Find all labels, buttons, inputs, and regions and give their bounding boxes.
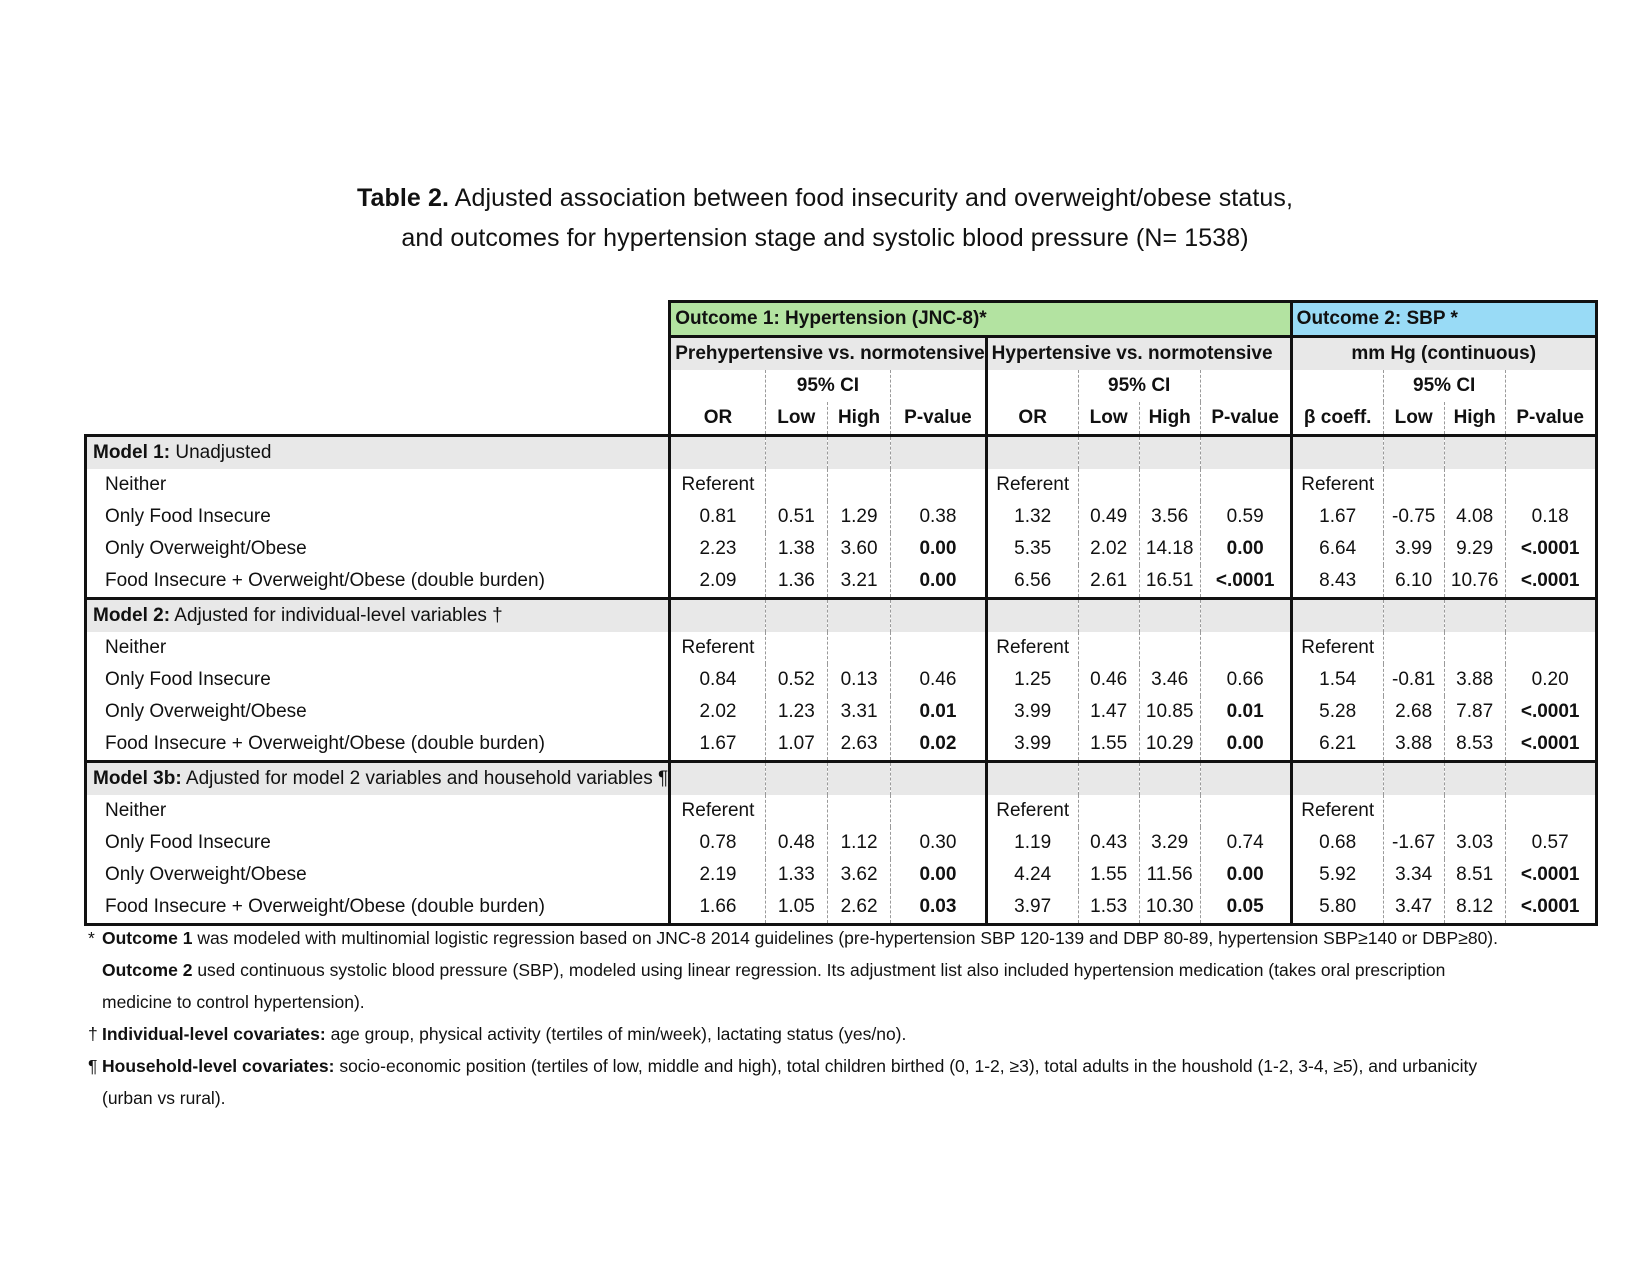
model-label [86, 762, 670, 796]
footnote-text: age group, physical activity (tertiles of min/week), lactating status (yes/no). [325, 1024, 907, 1044]
table-cell [1078, 469, 1139, 501]
table-cell: Referent [1291, 795, 1383, 827]
table-cell: 3.56 [1139, 501, 1200, 533]
table-cell: 1.38 [765, 533, 827, 565]
table-cell: 6.10 [1383, 565, 1444, 599]
p-value-cell: 0.03 [891, 891, 986, 925]
table-cell [827, 795, 890, 827]
model-label-text: Adjusted for individual-level variables † [174, 605, 503, 626]
blank-cell [1200, 436, 1291, 470]
p-value-cell: 0.57 [1505, 827, 1596, 859]
model-label-bold: Model 2: [93, 605, 171, 626]
blank-cell [1139, 436, 1200, 470]
p-value-cell [1200, 469, 1291, 501]
table-cell: 1.32 [986, 501, 1078, 533]
row-label: Only Overweight/Obese [86, 859, 670, 891]
table-cell [827, 632, 890, 664]
table-cell [765, 469, 827, 501]
table-cell: 0.49 [1078, 501, 1139, 533]
footnote [88, 1050, 1508, 1114]
blank-cell [1505, 370, 1596, 402]
table-cell: 3.62 [827, 859, 890, 891]
column-header: Low [1383, 402, 1444, 436]
table-cell: Referent [1291, 469, 1383, 501]
table-cell [1444, 469, 1505, 501]
table-cell: 10.76 [1444, 565, 1505, 599]
table-cell: Referent [986, 795, 1078, 827]
outcome-1-header: Outcome 1: Hypertension (JNC-8)* [670, 302, 1291, 337]
column-header: β coeff. [1291, 402, 1383, 436]
p-value-cell: 0.20 [1505, 664, 1596, 696]
table-cell: 3.88 [1444, 664, 1505, 696]
column-header: High [827, 402, 890, 436]
table-cell: 1.67 [1291, 501, 1383, 533]
blank-cell [1291, 599, 1383, 633]
table-cell: -0.75 [1383, 501, 1444, 533]
table-cell: 3.34 [1383, 859, 1444, 891]
table-cell: 16.51 [1139, 565, 1200, 599]
table-cell: 2.61 [1078, 565, 1139, 599]
ci-header: 95% CI [1078, 370, 1200, 402]
table-cell: Referent [670, 795, 765, 827]
p-value-cell: 0.00 [1200, 533, 1291, 565]
row-label: Food Insecure + Overweight/Obese (double burden) [86, 728, 670, 762]
p-value-cell [1505, 469, 1596, 501]
column-header: OR [670, 402, 765, 436]
table-cell [1139, 469, 1200, 501]
table-cell: 11.56 [1139, 859, 1200, 891]
table-row [86, 795, 1597, 827]
blank-cell [670, 370, 765, 402]
footnote-term: Outcome 1 [102, 928, 193, 948]
column-header: Low [1078, 402, 1139, 436]
table-row [86, 501, 1597, 533]
title-text-1: Adjusted association between food insecurity and overweight/obese status, [454, 184, 1294, 212]
blank-cell [1505, 599, 1596, 633]
outcome-2-header: Outcome 2: SBP * [1291, 302, 1596, 337]
table-cell [1444, 795, 1505, 827]
table-row [86, 533, 1597, 565]
p-value-cell: 0.00 [1200, 728, 1291, 762]
table-cell: 1.47 [1078, 696, 1139, 728]
blank-cell [1444, 762, 1505, 796]
footnote-symbol: * [88, 928, 95, 948]
blank-cell [1444, 436, 1505, 470]
group-header-prehypertensive: Prehypertensive vs. normotensive [670, 337, 986, 371]
title-line-2: and outcomes for hypertension stage and systolic blood pressure (N= 1538) [401, 224, 1249, 252]
column-header: P-value [1200, 402, 1291, 436]
table-cell: -1.67 [1383, 827, 1444, 859]
p-value-cell: 0.00 [891, 565, 986, 599]
table-cell: 1.55 [1078, 859, 1139, 891]
blank-corner [86, 370, 670, 402]
table-cell: 4.08 [1444, 501, 1505, 533]
blank-cell [1505, 762, 1596, 796]
p-value-cell: 0.00 [891, 859, 986, 891]
table-cell [1383, 469, 1444, 501]
footnotes [88, 922, 1508, 1114]
table-cell: 6.56 [986, 565, 1078, 599]
ci-header: 95% CI [1383, 370, 1505, 402]
blank-cell [986, 370, 1078, 402]
row-label: Neither [86, 795, 670, 827]
model-label [86, 436, 670, 470]
table-cell: -0.81 [1383, 664, 1444, 696]
table-cell: 1.19 [986, 827, 1078, 859]
table-cell [765, 795, 827, 827]
footnote-term: Household-level covariates: [102, 1056, 335, 1076]
p-value-cell [891, 795, 986, 827]
p-value-cell: 0.00 [1200, 859, 1291, 891]
table-cell: 3.60 [827, 533, 890, 565]
table-cell: 3.97 [986, 891, 1078, 925]
blank-cell [1383, 762, 1444, 796]
model-header-row [86, 436, 1597, 470]
blank-cell [1291, 762, 1383, 796]
blank-cell [827, 762, 890, 796]
blank-cell [1139, 599, 1200, 633]
p-value-cell [1200, 795, 1291, 827]
table-cell: 3.99 [1383, 533, 1444, 565]
blank-cell [765, 762, 827, 796]
p-value-cell: <.0001 [1505, 859, 1596, 891]
footnote-symbol: ¶ [88, 1056, 98, 1076]
model-label-text: Unadjusted [175, 442, 272, 463]
blank-corner [86, 302, 670, 337]
table-cell: 1.25 [986, 664, 1078, 696]
table-cell: 2.68 [1383, 696, 1444, 728]
table-row [86, 632, 1597, 664]
column-header: OR [986, 402, 1078, 436]
table-cell: 1.12 [827, 827, 890, 859]
blank-cell [986, 599, 1078, 633]
table-cell: 1.23 [765, 696, 827, 728]
blank-cell [670, 762, 765, 796]
column-header: High [1444, 402, 1505, 436]
row-label: Only Food Insecure [86, 501, 670, 533]
table-cell [1139, 795, 1200, 827]
footnote-term: Individual-level covariates: [102, 1024, 326, 1044]
blank-cell [891, 762, 986, 796]
table-cell: 10.29 [1139, 728, 1200, 762]
blank-cell [1200, 762, 1291, 796]
p-value-cell: 0.01 [891, 696, 986, 728]
group-header-hypertensive: Hypertensive vs. normotensive [986, 337, 1291, 371]
model-label-bold: Model 3b: [93, 768, 182, 789]
blank-cell [1200, 370, 1291, 402]
model-label-bold: Model 1: [93, 442, 171, 463]
blank-cell [1383, 436, 1444, 470]
table-cell: 3.88 [1383, 728, 1444, 762]
table-cell: 5.92 [1291, 859, 1383, 891]
table-row [86, 696, 1597, 728]
group-header-mmhg: mm Hg (continuous) [1291, 337, 1596, 371]
ci-header: 95% CI [765, 370, 891, 402]
ci-header-row [86, 370, 1597, 402]
table-cell [1078, 632, 1139, 664]
p-value-cell: <.0001 [1505, 891, 1596, 925]
table-cell: 0.81 [670, 501, 765, 533]
table-cell: 0.13 [827, 664, 890, 696]
p-value-cell [891, 469, 986, 501]
row-label: Food Insecure + Overweight/Obese (double burden) [86, 565, 670, 599]
table-cell: 1.67 [670, 728, 765, 762]
blank-cell [891, 436, 986, 470]
table-cell: 3.46 [1139, 664, 1200, 696]
table-cell: 7.87 [1444, 696, 1505, 728]
group-header-row [86, 337, 1597, 371]
row-label: Food Insecure + Overweight/Obese (double burden) [86, 891, 670, 925]
table-cell: 3.03 [1444, 827, 1505, 859]
p-value-cell: <.0001 [1505, 565, 1596, 599]
table-row [86, 891, 1597, 925]
model-label-text: Adjusted for model 2 variables and household variables ¶ [185, 768, 669, 789]
p-value-cell: 0.05 [1200, 891, 1291, 925]
footnote-text: socio-economic position (tertiles of low, middle and high), total children birthed (0, 1-2, ≥3), total adults in the houshold (1-2, 3-4, ≥5), and urbanicity (urban vs rural). [102, 1056, 1478, 1108]
table-cell: 2.09 [670, 565, 765, 599]
blank-corner [86, 337, 670, 371]
table-cell: 2.63 [827, 728, 890, 762]
table-cell: 1.33 [765, 859, 827, 891]
table-cell: 3.47 [1383, 891, 1444, 925]
table-cell: 0.43 [1078, 827, 1139, 859]
p-value-cell [891, 632, 986, 664]
table-cell: Referent [670, 632, 765, 664]
table-row [86, 664, 1597, 696]
column-header: P-value [1505, 402, 1596, 436]
blank-cell [670, 436, 765, 470]
table-cell: 0.68 [1291, 827, 1383, 859]
results-table [84, 300, 1598, 926]
table-cell: 1.07 [765, 728, 827, 762]
table-cell: Referent [986, 632, 1078, 664]
table-cell: 3.21 [827, 565, 890, 599]
p-value-cell: 0.02 [891, 728, 986, 762]
blank-cell [986, 762, 1078, 796]
model-label [86, 599, 670, 633]
table-cell [827, 469, 890, 501]
table-cell: 8.51 [1444, 859, 1505, 891]
row-label: Only Food Insecure [86, 827, 670, 859]
blank-cell [765, 599, 827, 633]
blank-cell [1200, 599, 1291, 633]
blank-cell [1383, 599, 1444, 633]
footnote-text: used continuous systolic blood pressure (SBP), modeled using linear regression. Its adjustment list also included hypertension medication (takes oral prescription medicine to control hypertension). [102, 960, 1446, 1012]
table-cell: 2.23 [670, 533, 765, 565]
p-value-cell: <.0001 [1200, 565, 1291, 599]
table-row [86, 565, 1597, 599]
table-cell: 1.53 [1078, 891, 1139, 925]
footnote-text: was modeled with multinomial logistic regression based on JNC-8 2014 guidelines (pre-hypertension SBP 120-139 and DBP 80-89, hypertension SBP≥140 or DBP≥80). [192, 928, 1498, 948]
p-value-cell: 0.38 [891, 501, 986, 533]
table-cell: Referent [986, 469, 1078, 501]
p-value-cell: 0.46 [891, 664, 986, 696]
table-cell: 4.24 [986, 859, 1078, 891]
table-cell: 8.12 [1444, 891, 1505, 925]
blank-cell [891, 599, 986, 633]
table-cell: 5.28 [1291, 696, 1383, 728]
blank-cell [1078, 762, 1139, 796]
blank-cell [891, 370, 986, 402]
table-cell: 5.80 [1291, 891, 1383, 925]
blank-cell [1139, 762, 1200, 796]
table-cell [1383, 632, 1444, 664]
p-value-cell: <.0001 [1505, 728, 1596, 762]
blank-cell [827, 436, 890, 470]
model-header-row [86, 762, 1597, 796]
row-label: Only Overweight/Obese [86, 533, 670, 565]
table-cell: 8.43 [1291, 565, 1383, 599]
table-cell [1444, 632, 1505, 664]
table-body [86, 302, 1597, 925]
blank-cell [765, 436, 827, 470]
blank-cell [1505, 436, 1596, 470]
table-cell: 1.36 [765, 565, 827, 599]
blank-cell [1444, 599, 1505, 633]
table-cell: 3.29 [1139, 827, 1200, 859]
table-cell [1383, 795, 1444, 827]
table-cell: 0.46 [1078, 664, 1139, 696]
row-label: Neither [86, 632, 670, 664]
p-value-cell [1505, 795, 1596, 827]
table-cell: 1.55 [1078, 728, 1139, 762]
table-cell: 2.02 [670, 696, 765, 728]
table-cell: 1.54 [1291, 664, 1383, 696]
table-cell: 6.21 [1291, 728, 1383, 762]
table-cell: 1.66 [670, 891, 765, 925]
p-value-cell: 0.74 [1200, 827, 1291, 859]
table-cell: Referent [1291, 632, 1383, 664]
table-row [86, 827, 1597, 859]
p-value-cell: 0.30 [891, 827, 986, 859]
table-cell: 0.48 [765, 827, 827, 859]
outcome-header-row [86, 302, 1597, 337]
table-cell [1139, 632, 1200, 664]
blank-corner [86, 402, 670, 436]
table-title [0, 178, 1650, 258]
title-line-1 [0, 178, 1650, 218]
p-value-cell: 0.00 [891, 533, 986, 565]
table-row [86, 859, 1597, 891]
table-cell: 3.99 [986, 696, 1078, 728]
table-cell: 3.99 [986, 728, 1078, 762]
footnote-term: Outcome 2 [102, 960, 193, 980]
p-value-cell: 0.18 [1505, 501, 1596, 533]
table-cell: 5.35 [986, 533, 1078, 565]
column-header: Low [765, 402, 827, 436]
table-cell: 2.02 [1078, 533, 1139, 565]
row-label: Only Food Insecure [86, 664, 670, 696]
blank-cell [1078, 599, 1139, 633]
blank-cell [1291, 436, 1383, 470]
table-cell: 10.30 [1139, 891, 1200, 925]
table-cell: 8.53 [1444, 728, 1505, 762]
blank-cell [1078, 436, 1139, 470]
table-cell: 0.51 [765, 501, 827, 533]
p-value-cell: <.0001 [1505, 533, 1596, 565]
footnote-symbol: † [88, 1024, 98, 1044]
column-header-row [86, 402, 1597, 436]
row-label: Neither [86, 469, 670, 501]
table-cell: 9.29 [1444, 533, 1505, 565]
p-value-cell: <.0001 [1505, 696, 1596, 728]
p-value-cell: 0.66 [1200, 664, 1291, 696]
p-value-cell [1200, 632, 1291, 664]
table-cell: 10.85 [1139, 696, 1200, 728]
table-cell: 1.05 [765, 891, 827, 925]
table-label: Table 2. [356, 184, 449, 212]
table-cell: 0.84 [670, 664, 765, 696]
p-value-cell [1505, 632, 1596, 664]
blank-cell [827, 599, 890, 633]
footnote [88, 1018, 1508, 1050]
row-label: Only Overweight/Obese [86, 696, 670, 728]
blank-cell [1291, 370, 1383, 402]
table-cell [1078, 795, 1139, 827]
column-header: P-value [891, 402, 986, 436]
table-cell: 2.62 [827, 891, 890, 925]
column-header: High [1139, 402, 1200, 436]
blank-cell [670, 599, 765, 633]
table-cell [765, 632, 827, 664]
table-row [86, 469, 1597, 501]
table-cell: 6.64 [1291, 533, 1383, 565]
table-row [86, 728, 1597, 762]
table-cell: 2.19 [670, 859, 765, 891]
table-cell: 3.31 [827, 696, 890, 728]
table-cell: 0.78 [670, 827, 765, 859]
model-header-row [86, 599, 1597, 633]
p-value-cell: 0.59 [1200, 501, 1291, 533]
table-cell: 0.52 [765, 664, 827, 696]
p-value-cell: 0.01 [1200, 696, 1291, 728]
table-cell: Referent [670, 469, 765, 501]
table-cell: 14.18 [1139, 533, 1200, 565]
table-cell: 1.29 [827, 501, 890, 533]
footnote [88, 922, 1508, 1018]
blank-cell [986, 436, 1078, 470]
